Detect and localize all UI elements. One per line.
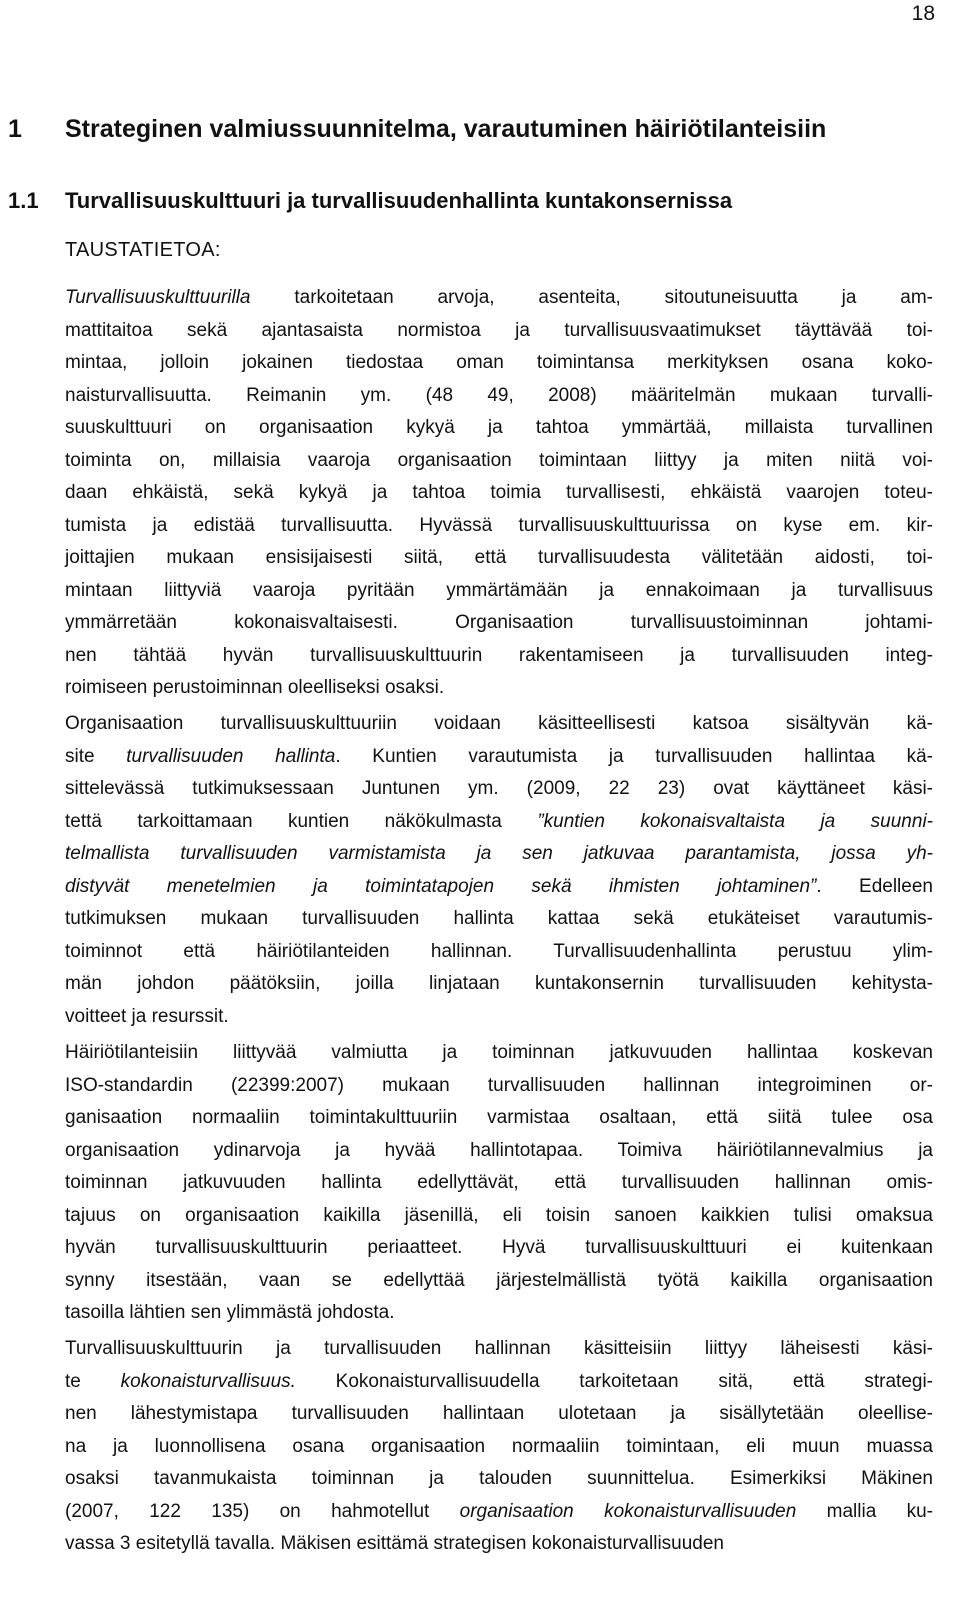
text-segment: Turvallisuuskulttuurin ja turvallisuuden hallinnan käsitteisiin liittyy läheisesti käsi- <box>65 1338 933 1359</box>
text-line <box>65 640 933 673</box>
italic-text: telmallista turvallisuuden varmistamista ja sen jatkuvaa parantamista, jossa yh- <box>65 843 933 864</box>
text-line <box>65 380 933 413</box>
text-line <box>65 1001 933 1034</box>
text-line <box>65 968 933 1001</box>
text-segment: toiminta on, millaisia vaaroja organisaation toimintaan liittyy ja miten niitä voi- <box>65 449 933 471</box>
heading-2-title: Turvallisuuskulttuuri ja turvallisuudenhallinta kuntakonsernissa <box>65 188 733 213</box>
text-segment: ymmärretään kokonaisvaltaisesti. Organisaation turvallisuustoiminnan johtami- <box>65 612 933 633</box>
text-segment: Kokonaisturvallisuudella tarkoitetaan sitä, että strategi- <box>295 1370 933 1392</box>
text-line <box>65 672 933 705</box>
heading-1 <box>8 113 826 145</box>
text-segment: joittajien mukaan ensisijaisesti siitä, että turvallisuudesta välitetään aidosti, toi- <box>65 547 933 568</box>
paragraph-safety-culture <box>65 282 933 705</box>
text-segment: suuskulttuuri on organisaation kykyä ja tahtoa ymmärtää, millaista turvallinen <box>65 417 933 438</box>
text-segment: na ja luonnollisena osana organisaation normaaliin toimintaan, eli muun muassa <box>65 1435 933 1457</box>
text-line <box>65 1398 933 1431</box>
text-segment: mattitaitoa sekä ajantasaista normistoa ja turvallisuusvaatimukset täyttävää toi- <box>65 319 933 341</box>
text-segment: tajuus on organisaation kaikilla jäsenillä, eli toisin sanoen kaikkien tulisi omaksua <box>65 1204 933 1226</box>
italic-text: Turvallisuuskulttuurilla <box>65 287 251 308</box>
heading-2 <box>8 185 732 217</box>
heading-1-title: Strateginen valmiussuunnitelma, varautuminen häiriötilanteisiin <box>65 115 827 143</box>
text-segment: voitteet ja resurssit. <box>65 1005 229 1027</box>
text-line <box>65 1463 933 1496</box>
text-segment: tumista ja edistää turvallisuutta. Hyvässä turvallisuuskulttuurissa on kyse em. kir- <box>65 514 933 536</box>
text-line <box>65 708 933 741</box>
italic-text: kokonaisturvallisuus. <box>120 1370 296 1392</box>
text-line <box>65 838 933 871</box>
text-segment: . Edelleen <box>816 875 933 897</box>
text-segment: mintaa, jolloin jokainen tiedostaa oman toimintansa merkityksen osana koko- <box>65 352 933 373</box>
text-line <box>65 1102 933 1135</box>
text-segment: tarkoitetaan arvoja, asenteita, sitoutuneisuutta ja am- <box>250 287 933 308</box>
text-line <box>65 1333 933 1366</box>
text-segment: synny itsestään, vaan se edellyttää järjestelmällistä työtä kaikilla organisaation <box>65 1269 933 1291</box>
text-line <box>65 1037 933 1070</box>
text-line <box>65 282 933 315</box>
text-segment: Organisaation turvallisuuskulttuuriin voidaan käsitteellisesti katsoa sisältyvän kä- <box>65 713 933 734</box>
text-line <box>65 477 933 510</box>
text-segment: nen lähestymistapa turvallisuuden hallintaan ulotetaan ja sisällytetään oleellise- <box>65 1403 933 1424</box>
text-line <box>65 871 933 904</box>
text-segment: site <box>65 745 127 767</box>
italic-text: distyvät menetelmien ja toimintatapojen sekä ihmisten johtaminen” <box>65 875 817 897</box>
text-line <box>65 1265 933 1298</box>
text-line <box>65 1200 933 1233</box>
text-line <box>65 1070 933 1103</box>
text-segment: osaksi tavanmukaista toiminnan ja talouden suunnittelua. Esimerkiksi Mäkinen <box>65 1468 933 1489</box>
text-line <box>65 445 933 478</box>
paragraph-comprehensive-security <box>65 1333 933 1561</box>
text-line <box>65 412 933 445</box>
text-line <box>65 1297 933 1330</box>
text-line <box>65 1431 933 1464</box>
text-line <box>65 575 933 608</box>
text-line <box>65 315 933 348</box>
text-segment: daan ehkäistä, sekä kykyä ja tahtoa toimia turvallisesti, ehkäistä vaarojen toteu- <box>65 482 933 503</box>
text-segment: tettä tarkoittamaan kuntien näkökulmasta <box>65 810 538 832</box>
text-line <box>65 1167 933 1200</box>
text-line <box>65 1496 933 1529</box>
text-segment: nen tähtää hyvän turvallisuuskulttuurin rakentamiseen ja turvallisuuden integ- <box>65 644 933 666</box>
text-segment: ISO-standardin (22399:2007) mukaan turvallisuuden hallinnan integroiminen or- <box>65 1074 933 1096</box>
text-segment: toiminnot että häiriötilanteiden hallinnan. Turvallisuudenhallinta perustuu ylim- <box>65 940 933 962</box>
text-line <box>65 1232 933 1265</box>
text-segment: hyvän turvallisuuskulttuurin periaatteet. Hyvä turvallisuuskulttuuri ei kuitenkaan <box>65 1237 933 1258</box>
italic-text: turvallisuuden hallinta <box>126 745 336 767</box>
text-line <box>65 1528 933 1561</box>
heading-2-number: 1.1 <box>8 188 39 213</box>
text-line <box>65 741 933 774</box>
text-segment: ganisaation normaaliin toimintakulttuuriin varmistaa osaltaan, että siitä tulee osa <box>65 1107 933 1128</box>
text-segment: tutkimuksen mukaan turvallisuuden hallinta kattaa sekä etukäteiset varautumis- <box>65 908 933 929</box>
text-segment: mintaan liittyviä vaaroja pyritään ymmärtämään ja ennakoimaan ja turvallisuus <box>65 579 933 601</box>
text-segment: te <box>65 1370 121 1392</box>
text-line <box>65 936 933 969</box>
italic-text: ”kuntien kokonaisvaltaista ja suunni- <box>537 810 933 832</box>
text-line <box>65 347 933 380</box>
text-segment: (2007, 122 135) on hahmotellut <box>65 1500 460 1522</box>
italic-text: organisaation kokonaisturvallisuuden <box>459 1500 797 1522</box>
text-line <box>65 903 933 936</box>
text-segment: organisaation ydinarvoja ja hyvää hallintotapaa. Toimiva häiriötilannevalmius ja <box>65 1139 933 1161</box>
text-segment: vassa 3 esitetyllä tavalla. Mäkisen esittämä strategisen kokonaisturvallisuuden <box>65 1533 724 1554</box>
text-line <box>65 542 933 575</box>
text-line <box>65 1135 933 1168</box>
text-segment: mallia ku- <box>796 1500 934 1522</box>
text-segment: roimiseen perustoiminnan oleelliseksi osaksi. <box>65 677 445 698</box>
text-segment: sittelevässä tutkimuksessaan Juntunen ym. (2009, 22 23) ovat käyttäneet käsi- <box>65 778 933 799</box>
text-line <box>65 607 933 640</box>
text-segment: tasoilla lähtien sen ylimmästä johdosta. <box>65 1302 395 1323</box>
background-label: TAUSTATIETOA: <box>65 239 221 261</box>
text-segment: toiminnan jatkuvuuden hallinta edellyttävät, että turvallisuuden hallinnan omis- <box>65 1172 933 1193</box>
paragraph-safety-management <box>65 708 933 1033</box>
text-line <box>65 510 933 543</box>
page-number: 18 <box>911 2 935 25</box>
text-segment: naisturvallisuutta. Reimanin ym. (48 49, 2008) määritelmän mukaan turvalli- <box>65 384 933 406</box>
text-segment: Häiriötilanteisiin liittyvää valmiutta ja toiminnan jatkuvuuden hallintaa koskevan <box>65 1042 933 1063</box>
text-line <box>65 1366 933 1399</box>
text-line <box>65 773 933 806</box>
text-segment: . Kuntien varautumista ja turvallisuuden hallintaa kä- <box>335 745 933 767</box>
text-segment: män johdon päätöksiin, joilla linjataan kuntakonsernin turvallisuuden kehitysta- <box>65 973 933 994</box>
heading-1-number: 1 <box>8 115 22 143</box>
paragraph-iso-standard <box>65 1037 933 1330</box>
text-line <box>65 806 933 839</box>
